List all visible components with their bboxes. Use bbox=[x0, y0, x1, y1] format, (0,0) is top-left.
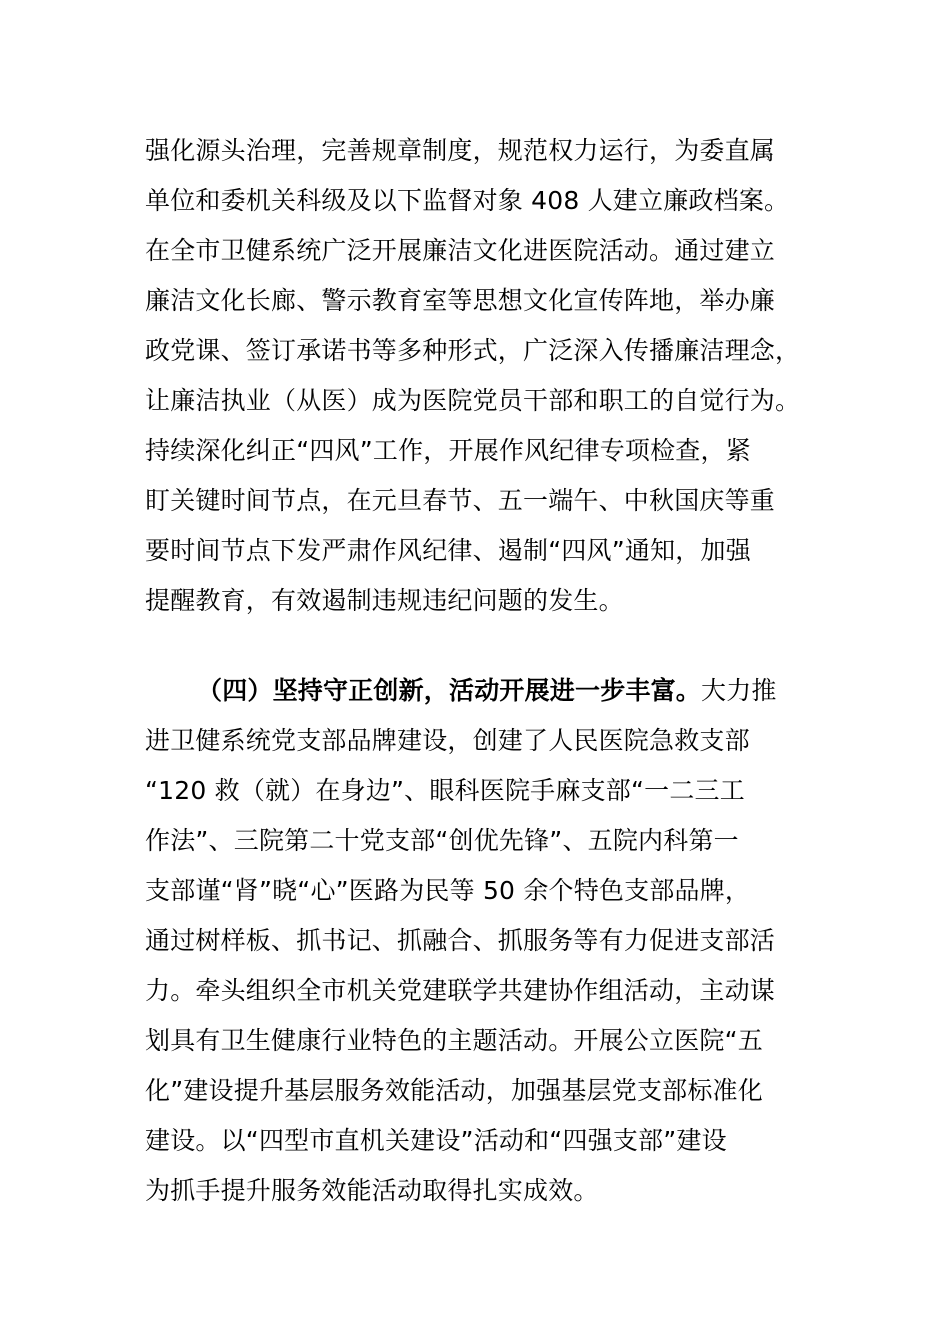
section-heading: （四）坚持守正创新，活动开展进一步丰富。 bbox=[197, 676, 702, 705]
text-line: 力。牵头组织全市机关党建联学共建协作组活动，主动谋 bbox=[145, 976, 776, 1005]
text-line: 支部谨“肾”晓“心”医路为民等 50 余个特色支部品牌， bbox=[145, 876, 751, 905]
text-line: 强化源头治理，完善规章制度，规范权力运行，为委直属 bbox=[145, 136, 776, 165]
document-body bbox=[145, 126, 825, 1216]
text-line: 化”建设提升基层服务效能活动，加强基层党支部标准化 bbox=[145, 1076, 763, 1105]
text-line: 划具有卫生健康行业特色的主题活动。开展公立医院“五 bbox=[145, 1026, 763, 1055]
text-line: 建设。以“四型市直机关建设”活动和“四强支部”建设 bbox=[145, 1126, 727, 1155]
text-line: 作法”、三院第二十党支部“创优先锋”、五院内科第一 bbox=[145, 826, 739, 855]
text-line: 在全市卫健系统广泛开展廉洁文化进医院活动。通过建立 bbox=[145, 236, 776, 265]
paragraph-spacer bbox=[145, 626, 825, 666]
text-line: 提醒教育，有效遏制违规违纪问题的发生。 bbox=[145, 586, 624, 615]
heading-line-rest: 大力推 bbox=[701, 676, 777, 705]
text-line: 持续深化纠正“四风”工作，开展作风纪律专项检查，紧 bbox=[145, 436, 751, 465]
text-line: “120 救（就）在身边”、眼科医院手麻支部“一二三工 bbox=[145, 776, 745, 805]
text-line: 进卫健系统党支部品牌建设，创建了人民医院急救支部 bbox=[145, 726, 750, 755]
text-line: 盯关键时间节点，在元旦春节、五一端午、中秋国庆等重 bbox=[145, 486, 776, 515]
text-line: 让廉洁执业（从医）成为医院党员干部和职工的自觉行为。 bbox=[145, 386, 801, 415]
text-line: 通过树样板、抓书记、抓融合、抓服务等有力促进支部活 bbox=[145, 926, 776, 955]
text-line: 为抓手提升服务效能活动取得扎实成效。 bbox=[145, 1176, 599, 1205]
paragraph-innovation bbox=[145, 666, 825, 1216]
paragraph-oversight bbox=[145, 126, 825, 626]
text-line: 要时间节点下发严肃作风纪律、遏制“四风”通知，加强 bbox=[145, 536, 751, 565]
text-line: 政党课、签订承诺书等多种形式，广泛深入传播廉洁理念， bbox=[145, 336, 801, 365]
text-line bbox=[145, 666, 825, 716]
text-line: 单位和委机关科级及以下监督对象 408 人建立廉政档案。 bbox=[145, 186, 790, 215]
text-line: 廉洁文化长廊、警示教育室等思想文化宣传阵地，举办廉 bbox=[145, 286, 776, 315]
